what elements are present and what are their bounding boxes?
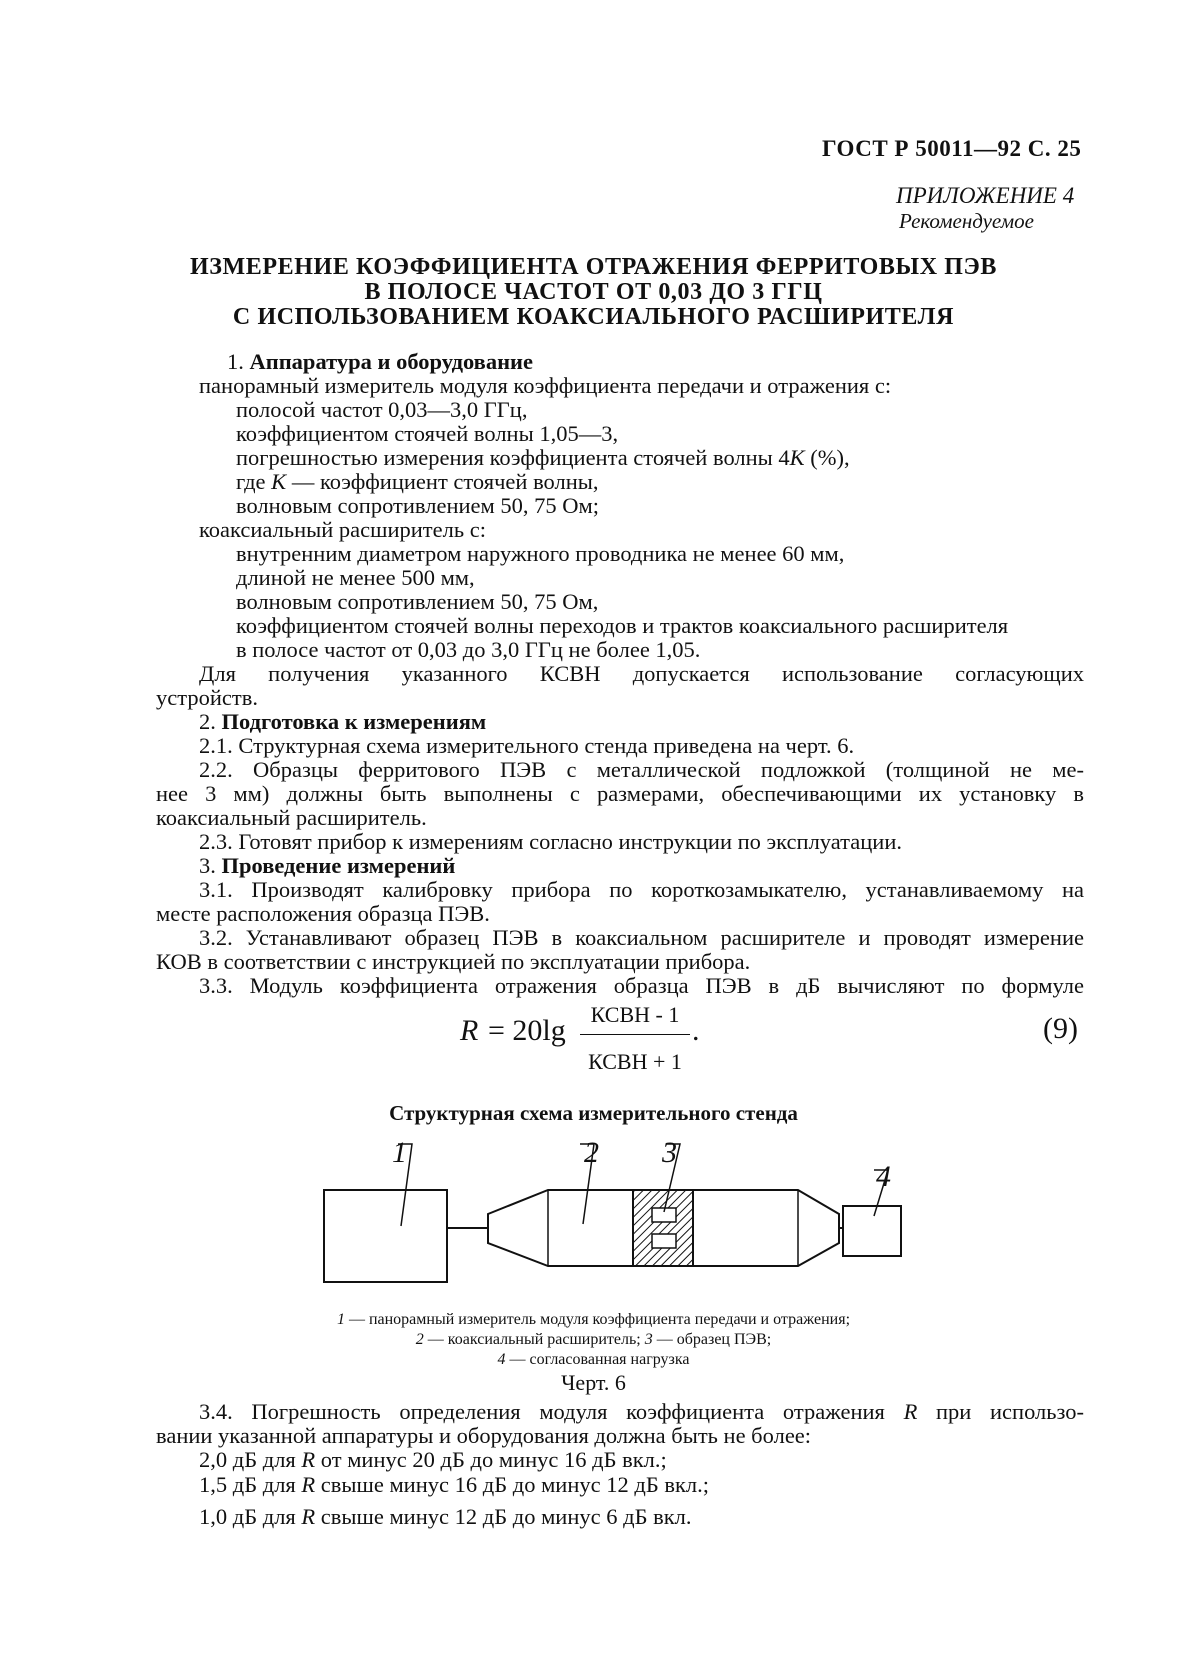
section-3-4-text-b: при использо-	[917, 1399, 1085, 1424]
caption-text-2: — коаксиальный расширитель;	[423, 1331, 645, 1348]
section-3-4-line-4	[199, 1473, 709, 1497]
fraction-bar	[580, 1034, 690, 1035]
variable-k: K	[271, 469, 287, 494]
formula-lhs	[460, 1014, 478, 1048]
title-line-3: С ИСПОЛЬЗОВАНИЕМ КОАКСИАЛЬНОГО РАСШИРИТЕЛЯ	[232, 304, 955, 330]
section-1-line-13: Для получения указанного КСВН допускается использование согласующих	[199, 661, 1084, 686]
section-2-line-5: 2.3. Готовят прибор к измерениям согласно инструкции по эксплуатации.	[199, 829, 903, 854]
section-3-number: 3.	[199, 853, 216, 878]
drawing-label: Черт. 6	[561, 1370, 626, 1395]
section-3-heading	[199, 854, 455, 878]
section-1-line-7: коаксиальный расширитель с:	[199, 517, 486, 542]
title-line-1: ИЗМЕРЕНИЕ КОЭФФИЦИЕНТА ОТРАЖЕНИЯ ФЕРРИТОВЫХ ПЭВ	[190, 254, 997, 280]
l5-text-b: свыше минус 12 дБ до минус 6 дБ вкл.	[315, 1504, 692, 1529]
section-3-4-line-3	[199, 1448, 667, 1472]
section-3-line-5: 3.3. Модуль коэффициента отражения образца ПЭВ в дБ вычисляют по формуле	[199, 973, 1084, 998]
variable-r: R	[460, 1014, 479, 1047]
appendix-status: Рекомендуемое	[899, 209, 1034, 233]
section-1-line-9: длиной не менее 500 мм,	[236, 565, 475, 590]
l4-text-b: свыше минус 16 дБ до минус 12 дБ вкл.;	[315, 1472, 710, 1497]
section-3-4-line-5	[199, 1505, 692, 1529]
variable-r: R	[301, 1472, 316, 1497]
section-2-number: 2.	[199, 709, 216, 734]
block-1-analyzer	[324, 1190, 447, 1282]
formula-equals: = 20lg	[488, 1014, 566, 1047]
section-1-line-11: коэффициентом стоячей волны переходов и трактов коаксиального расширителя	[236, 613, 1009, 638]
section-1-line-1: панорамный измеритель модуля коэффициента передачи и отражения с:	[199, 373, 892, 398]
appendix-label: ПРИЛОЖЕНИЕ 4	[896, 183, 1075, 208]
section-3-title: Проведение измерений	[221, 853, 456, 878]
caption-text-1: — панорамный измеритель модуля коэффициента передачи и отражения;	[344, 1311, 851, 1328]
section-3-line-4: КОВ в соответствии с инструкцией по эксплуатации прибора.	[156, 949, 751, 974]
section-1-line-12: в полосе частот от 0,03 до 3,0 ГГц не более 1,05.	[236, 637, 701, 662]
figure-caption-line-3	[0, 1351, 1187, 1369]
section-3-line-1: 3.1. Производят калибровку прибора по короткозамыкателю, устанавливаемому на	[199, 877, 1084, 902]
block-3-sample	[633, 1190, 693, 1266]
caption-num-4: 4	[497, 1351, 506, 1368]
section-1-line-4-tail: (%),	[804, 445, 850, 470]
section-3-line-2: месте расположения образца ПЭВ.	[156, 901, 490, 926]
formula-number: (9)	[1043, 1012, 1078, 1045]
section-1-line-4	[236, 446, 850, 470]
caption-num-1: 1	[336, 1311, 345, 1328]
section-1-line-8: внутренним диаметром наружного проводника не менее 60 мм,	[236, 541, 845, 566]
variable-r: R	[301, 1447, 316, 1472]
label-3: 3	[662, 1136, 677, 1169]
section-1-line-5-pre: где	[236, 469, 272, 494]
section-1-line-6: волновым сопротивлением 50, 75 Ом;	[236, 493, 599, 518]
caption-num-2: 2	[415, 1331, 424, 1348]
l3-text-a: 2,0 дБ для	[199, 1447, 302, 1472]
label-2: 2	[584, 1136, 599, 1169]
section-2-line-4: коаксиальный расширитель.	[156, 805, 427, 830]
section-1-line-14: устройств.	[156, 685, 258, 710]
section-2-line-1: 2.1. Структурная схема измерительного стенда приведена на черт. 6.	[199, 733, 855, 758]
figure-title: Структурная схема измерительного стенда	[389, 1101, 798, 1125]
section-3-4-text-a: 3.4. Погрешность определения модуля коэффициента отражения	[199, 1399, 904, 1424]
label-1: 1	[392, 1136, 407, 1169]
block-4-matched-load	[843, 1206, 901, 1256]
section-1-heading	[227, 350, 533, 374]
formula-dot: .	[692, 1014, 700, 1047]
document-reference: ГОСТ Р 50011—92 С. 25	[822, 136, 1082, 161]
caption-text-4: — согласованная нагрузка	[505, 1351, 690, 1368]
section-2-line-3: нее 3 мм) должны быть выполнены с размерами, обеспечивающими их установку в	[156, 781, 1084, 806]
block-2-coax-expander	[488, 1190, 839, 1266]
caption-text-3: — образец ПЭВ;	[652, 1331, 772, 1348]
section-1-line-5-tail: — коэффициент стоячей волны,	[286, 469, 599, 494]
section-3-4-line-1	[199, 1400, 1084, 1424]
section-1-number: 1.	[227, 349, 244, 374]
section-2-heading	[199, 710, 486, 734]
section-1-line-2: полосой частот 0,03—3,0 ГГц,	[236, 397, 528, 422]
section-1-line-4-text: погрешностью измерения коэффициента стоячей волны 4	[236, 445, 790, 470]
l4-text-a: 1,5 дБ для	[199, 1472, 302, 1497]
figure-caption-line-1	[0, 1311, 1187, 1329]
formula-denominator: КСВН + 1	[588, 1049, 682, 1074]
section-1-line-10: волновым сопротивлением 50, 75 Ом,	[236, 589, 599, 614]
l3-text-b: от минус 20 дБ до минус 16 дБ вкл.;	[315, 1447, 667, 1472]
variable-r: R	[301, 1504, 316, 1529]
caption-num-3: 3	[644, 1331, 653, 1348]
figure-caption-line-2	[0, 1331, 1187, 1349]
section-1-title: Аппаратура и оборудование	[249, 349, 533, 374]
variable-k: K	[789, 445, 805, 470]
label-4: 4	[876, 1160, 891, 1193]
section-3-4-line-2: вании указанной аппаратуры и оборудования должна быть не более:	[156, 1423, 812, 1448]
section-2-title: Подготовка к измерениям	[221, 709, 487, 734]
variable-r: R	[903, 1399, 918, 1424]
l5-text-a: 1,0 дБ для	[199, 1504, 302, 1529]
title-line-2: В ПОЛОСЕ ЧАСТОТ ОТ 0,03 ДО 3 ГГЦ	[364, 279, 823, 305]
section-1-line-3: коэффициентом стоячей волны 1,05—3,	[236, 421, 619, 446]
section-1-line-5	[236, 470, 599, 494]
section-2-line-2: 2.2. Образцы ферритового ПЭВ с металлической подложкой (толщиной не ме-	[199, 757, 1084, 782]
formula-numerator: КСВН - 1	[590, 1002, 680, 1027]
section-3-line-3: 3.2. Устанавливают образец ПЭВ в коаксиальном расширителе и проводят измерение	[199, 925, 1084, 950]
